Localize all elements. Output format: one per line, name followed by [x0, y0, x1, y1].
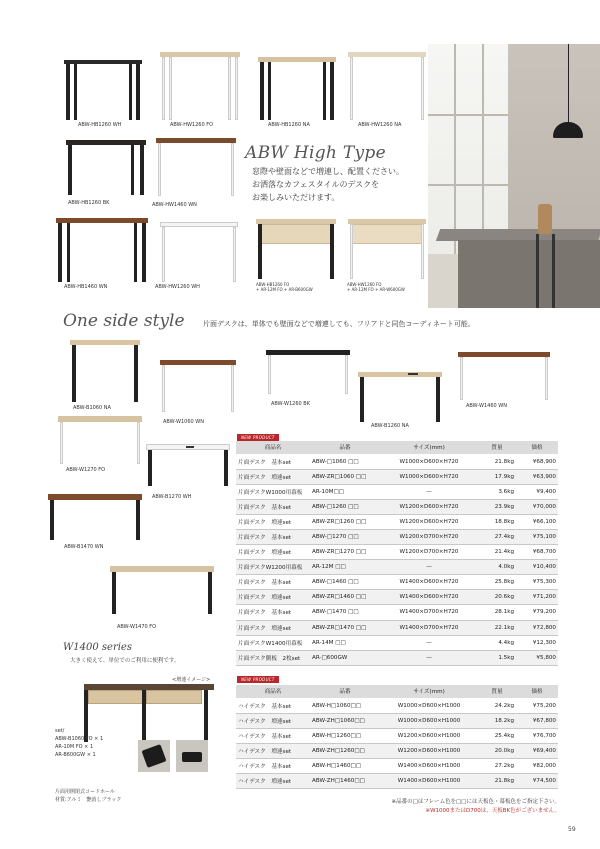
page-number: 59 — [568, 826, 576, 833]
cord-hole-photo — [138, 740, 170, 772]
extend-image-label: <増連イメージ> — [172, 677, 211, 683]
table-cell: ABW-ZH□1460□□ — [310, 773, 380, 788]
col-header: 質量 — [478, 441, 516, 454]
caption: ABW-HW1260 NA — [358, 122, 402, 128]
note-line-1: ※品番の□はフレーム色を□□には天板色・幕板色をご指定下さい。 — [391, 799, 560, 805]
caption: ABW-W1270 FO — [66, 467, 106, 473]
table-cell: W1400×D600×H720 — [380, 575, 478, 590]
caption: ABW-HB1260 BK — [68, 200, 110, 206]
table-row — [236, 605, 558, 620]
caption: ABW-B1260 NA — [371, 423, 409, 429]
table-cell: ABW-H□1060□□ — [310, 698, 380, 713]
table-cell: ¥70,000 — [516, 499, 558, 514]
caption: ABW-W1260 BK — [271, 401, 310, 407]
table-row — [236, 650, 558, 665]
table-cell: 25.4kg — [478, 728, 516, 743]
table-cell: ハイデスク 増連set — [236, 773, 310, 788]
table-cell: 21.4kg — [478, 545, 516, 560]
table-cell: 片面デスクW1400用幕板 — [236, 635, 310, 650]
caption: ABW-W1460 WN — [466, 403, 507, 409]
table-cell: ¥68,700 — [516, 545, 558, 560]
table-cell: ¥10,400 — [516, 560, 558, 575]
table-cell: ¥69,400 — [516, 743, 558, 758]
table-cell: ABW-□1460 □□ — [310, 575, 380, 590]
table-cell: 片面デスク 基本set — [236, 605, 310, 620]
desk-hb1260-wh — [64, 60, 142, 120]
col-header: 品番 — [310, 441, 380, 454]
table-cell: 20.0kg — [478, 743, 516, 758]
table-cell: 21.8kg — [478, 773, 516, 788]
section-title-one-side: One side style — [63, 311, 185, 331]
table-cell: 28.1kg — [478, 605, 516, 620]
table-cell: W1200×D600×H1000 — [380, 728, 478, 743]
desk-hw1260-na — [348, 52, 426, 120]
table-cell: ¥71,200 — [516, 590, 558, 605]
table-cell: 片面デスク 増連set — [236, 514, 310, 529]
table-cell: ¥79,200 — [516, 605, 558, 620]
caption: ABW-HB1260 FO + AR-12M FO + AR-B600GW — [256, 282, 313, 293]
desk-w1460-wn — [458, 352, 550, 400]
col-header: 品番 — [310, 685, 380, 698]
caption: ABW-HB1260 NA — [268, 122, 310, 128]
table-cell: 22.1kg — [478, 620, 516, 635]
table-cell: 1.5kg — [478, 650, 516, 665]
table-cell: 4.0kg — [478, 560, 516, 575]
table-row — [236, 499, 558, 514]
desk-b1060-na — [70, 340, 140, 402]
table-cell: ¥9,400 — [516, 484, 558, 499]
caption: ABW-HB1260 WH — [78, 122, 122, 128]
desk-b1270-wh — [146, 444, 230, 486]
table-cell: ハイデスク 基本set — [236, 758, 310, 773]
table-row — [236, 758, 558, 773]
table-cell: ¥74,500 — [516, 773, 558, 788]
col-header: 質量 — [478, 685, 516, 698]
table-cell: W1200×D600×H720 — [380, 514, 478, 529]
col-header: サイズ(mm) — [380, 441, 478, 454]
table-cell: 27.2kg — [478, 758, 516, 773]
table-cell: W1200×D600×H720 — [380, 499, 478, 514]
new-product-tag: NEW PRODUCT — [237, 434, 279, 441]
section-desc-high-type: 窓際や壁面などで増連し、配置ください。 お洒落なカフェスタイルのデスクを お楽しみいただけます。 — [252, 167, 404, 202]
desk-w1260-bk — [266, 350, 350, 394]
table-row — [236, 620, 558, 635]
table-cell: ¥63,900 — [516, 469, 558, 484]
table-cell: W1000×D600×H1000 — [380, 698, 478, 713]
table-cell: 片面デスク 増連set — [236, 590, 310, 605]
table-row — [236, 575, 558, 590]
table-cell: 24.2kg — [478, 698, 516, 713]
table-cell: ABW-H□1260□□ — [310, 728, 380, 743]
table-cell: 片面デスクW1200用幕板 — [236, 560, 310, 575]
col-header: 商品名 — [236, 685, 310, 698]
caption: ABW-W1060 WN — [163, 419, 204, 425]
desk-b1470-wn — [48, 494, 142, 540]
table-cell: ABW-ZR□1270 □□ — [310, 545, 380, 560]
table-cell: ABW-□1260 □□ — [310, 499, 380, 514]
table-cell: 片面デスク 増連set — [236, 545, 310, 560]
table-cell: 18.8kg — [478, 514, 516, 529]
caption: ABW-B1270 WH — [152, 494, 192, 500]
extended-desk-illustration — [84, 684, 214, 742]
table-cell: ¥75,300 — [516, 575, 558, 590]
desk-w1060-wn — [160, 360, 236, 412]
new-product-tag: NEW PRODUCT — [237, 676, 279, 683]
table-cell: W1400×D700×H720 — [380, 605, 478, 620]
table-cell: 片面デスク 基本set — [236, 575, 310, 590]
table-cell: W1000×D600×H720 — [380, 469, 478, 484]
table-cell: 20.6kg — [478, 590, 516, 605]
table-cell: 4.4kg — [478, 635, 516, 650]
table-cell: ハイデスク 増連set — [236, 713, 310, 728]
caption: ABW-HW1460 WN — [152, 202, 197, 208]
caption: ABW-HW1260 FO + AR-12M FO + AR-W600GW — [347, 282, 405, 293]
cord-hole-desc: 片面用開閉式コードホール 材質:アルミ 艶消しブラック — [55, 789, 122, 803]
desk-hw1460-wn — [156, 138, 236, 196]
col-header: 価格 — [516, 441, 558, 454]
desk-w1270-fo — [58, 416, 142, 464]
desk-hb1260-bk — [66, 140, 146, 195]
table-cell: ¥76,700 — [516, 728, 558, 743]
table-cell: ¥72,800 — [516, 620, 558, 635]
table-cell: — — [380, 484, 478, 499]
table-row — [236, 635, 558, 650]
table-cell: ABW-ZR□1060 □□ — [310, 469, 380, 484]
desk-w1470-fo — [110, 566, 214, 614]
table-cell: ¥5,800 — [516, 650, 558, 665]
table-row — [236, 529, 558, 544]
set-contents: set/ ABW-B1060 FO × 1 AR-10M FO × 1 AR-B600GW × 1 — [55, 728, 104, 758]
table-cell: 片面デスク側板 2枚set — [236, 650, 310, 665]
table-cell: ¥82,000 — [516, 758, 558, 773]
caption: ABW-HW1260 FO — [170, 122, 214, 128]
table-cell: ハイデスク 増連set — [236, 743, 310, 758]
table-row — [236, 698, 558, 713]
table-cell: — — [380, 635, 478, 650]
table-cell: 片面デスク 基本set — [236, 529, 310, 544]
desk-hw1260-wh — [160, 222, 238, 282]
table-cell: — — [380, 650, 478, 665]
table-cell: W1400×D700×H720 — [380, 620, 478, 635]
table-cell: 27.4kg — [478, 529, 516, 544]
table-cell: ABW-ZH□1060□□ — [310, 713, 380, 728]
cord-hole-photo — [176, 740, 208, 772]
table-row — [236, 728, 558, 743]
table-cell: ABW-H□1460□□ — [310, 758, 380, 773]
table-cell: ABW-ZR□1260 □□ — [310, 514, 380, 529]
desk-hb1460-wn — [56, 218, 148, 282]
table-cell: 21.8kg — [478, 454, 516, 469]
section-title-high-type: ABW High Type — [245, 143, 386, 163]
table-cell: W1400×D600×H720 — [380, 590, 478, 605]
table-cell: W1200×D600×H1000 — [380, 743, 478, 758]
table-row — [236, 743, 558, 758]
table-row — [236, 773, 558, 788]
table-cell: 17.9kg — [478, 469, 516, 484]
table-cell: ハイデスク 基本set — [236, 728, 310, 743]
table-cell: 3.6kg — [478, 484, 516, 499]
cafe-style-photo — [428, 44, 600, 308]
table-cell: AR-□600GW — [310, 650, 380, 665]
table-cell: 18.2kg — [478, 713, 516, 728]
col-header: 商品名 — [236, 441, 310, 454]
caption: ABW-B1470 WN — [64, 544, 104, 550]
table-cell: 片面デスク 基本set — [236, 499, 310, 514]
table-cell: ABW-□1060 □□ — [310, 454, 380, 469]
w1400-desc: 大きく使えて、単位でのご利用に便利です。 — [70, 658, 180, 664]
table-cell: ABW-ZR□1470 □□ — [310, 620, 380, 635]
table-cell: 25.8kg — [478, 575, 516, 590]
table-cell: W1200×D700×H720 — [380, 545, 478, 560]
desk-hb1260-na — [258, 57, 336, 120]
table-cell: 片面デスク 増連set — [236, 620, 310, 635]
table-cell: ABW-ZH□1260□□ — [310, 743, 380, 758]
table-row — [236, 590, 558, 605]
table-cell: ¥66,100 — [516, 514, 558, 529]
table-cell: W1000×D600×H1000 — [380, 713, 478, 728]
table-cell: ¥68,900 — [516, 454, 558, 469]
one-side-spec-table — [236, 441, 558, 666]
table-cell: W1000×D600×H720 — [380, 454, 478, 469]
table-cell: W1400×D600×H1000 — [380, 758, 478, 773]
caption: ABW-W1470 FO — [117, 624, 157, 630]
table-cell: ¥75,100 — [516, 529, 558, 544]
table-cell: ¥12,300 — [516, 635, 558, 650]
table-cell: ¥75,200 — [516, 698, 558, 713]
desk-hw1260-fo — [160, 52, 240, 120]
table-cell: W1400×D600×H1000 — [380, 773, 478, 788]
table-cell: 片面デスク 基本set — [236, 454, 310, 469]
caption: ABW-B1060 NA — [73, 405, 111, 411]
table-cell: ABW-□1470 □□ — [310, 605, 380, 620]
table-cell: ABW-ZR□1460 □□ — [310, 590, 380, 605]
table-cell: 片面デスクW1000用幕板 — [236, 484, 310, 499]
caption: ABW-HB1460 WN — [64, 284, 108, 290]
table-row — [236, 545, 558, 560]
table-row — [236, 454, 558, 469]
table-cell: ¥67,800 — [516, 713, 558, 728]
col-header: 価格 — [516, 685, 558, 698]
w1400-title: W1400 series — [63, 642, 132, 653]
table-cell: ハイデスク 基本set — [236, 698, 310, 713]
table-cell: ABW-□1270 □□ — [310, 529, 380, 544]
table-cell: W1200×D700×H720 — [380, 529, 478, 544]
table-cell: AR-14M □□ — [310, 635, 380, 650]
table-row — [236, 713, 558, 728]
table-row — [236, 469, 558, 484]
table-cell: AR-10M□□ — [310, 484, 380, 499]
table-cell: 23.9kg — [478, 499, 516, 514]
table-row — [236, 560, 558, 575]
desk-b1260-na — [358, 372, 442, 422]
table-row — [236, 514, 558, 529]
caption: ABW-HW1260 WH — [155, 284, 200, 290]
desk-hw1260-fo-panel — [348, 219, 426, 279]
high-desk-spec-table — [236, 685, 558, 789]
table-row — [236, 484, 558, 499]
col-header: サイズ(mm) — [380, 685, 478, 698]
table-cell: 片面デスク 増連set — [236, 469, 310, 484]
note-line-2: ※W1000またはD700は、天板BK色がございません。 — [425, 808, 560, 814]
desk-hb1260-fo-panel — [256, 219, 336, 279]
table-cell: AR-12M □□ — [310, 560, 380, 575]
table-cell: — — [380, 560, 478, 575]
section-desc-one-side: 片面デスクは、単体でも壁面などで増連しても、フリアドと同色コーディネート可能。 — [203, 320, 475, 328]
